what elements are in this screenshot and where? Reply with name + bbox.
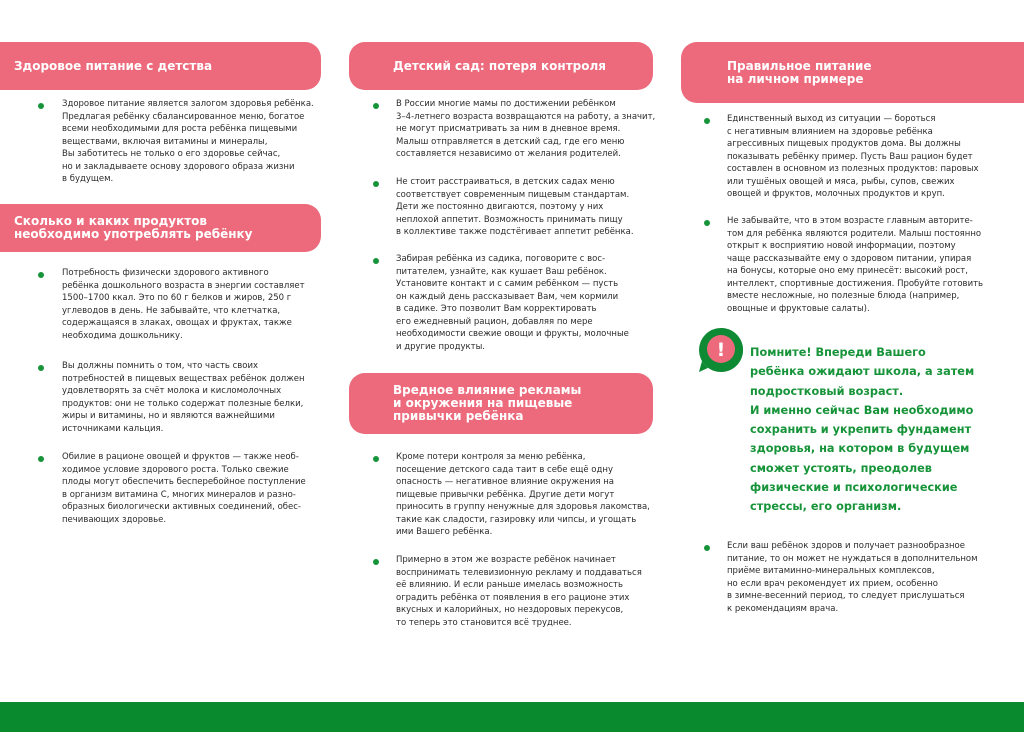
paragraph: Не стоит расстраиваться, в детских садах меню соответствует современным пищевым стандартам. Дети же постоянно двигаются, поэтому у них неплохой аппетит. Возможность принимать пищу в коллективе также подстёгивает аппетит ребёнка.	[396, 177, 634, 237]
footer-bar	[0, 702, 1024, 732]
paragraph: Вы должны помнить о том, что часть своих потребностей в пищевых веществах ребёнок должен удовлетворять за счёт молока и кисломолочных продуктов: они не только содержат полезные белки, жиры и витамины, но и являются важнейшими источниками кальция.	[62, 361, 305, 434]
paragraph: Единственный выход из ситуации — бороться с негативным влиянием на здоровье ребёнка агрессивных пищевых продуктов дома. Вы должны показывать ребёнку пример. Пусть Ваш рацион будет составлен в основном из полезных продуктов: паровых или тушёных овощей и мяса, рыбы, супов, свежих овощей и фруктов, молочных продуктов и круп.	[727, 114, 979, 199]
header-text: Здоровое питание с детства	[14, 58, 213, 73]
paragraph: Здоровое питание является залогом здоровья ребёнка. Предлагая ребёнку сбалансированное меню, богатое всеми необходимыми для роста ребёнка пищевыми веществами, включая витамины и минералы, Вы заботитесь не только о его здоровье сейчас, но и закладываете основу здорового образа жизни в будущем.	[62, 99, 314, 184]
paragraph: Обилие в рационе овощей и фруктов — также необ- ходимое условие здорового роста. Только свежие плоды могут обеспечить бесперебойное поступление в организм витамина С, многих минералов и разно- образных биологически активных соединений, обес- печивающих здоровье.	[62, 452, 306, 525]
bullet-icon	[38, 103, 44, 109]
paragraph: Потребность физически здорового активного ребёнка дошкольного возраста в энергии составляет 1500–1700 ккал. Это по 60 г белков и жиров, 250 г углеводов в день. Не забывайте, что клетчатка, содержащаяся в злаках, овощах и фруктах, также необходима дошкольнику.	[62, 268, 305, 341]
paragraph: Если ваш ребёнок здоров и получает разнообразное питание, то он может не нуждаться в дополнительном приёме витаминно-минеральных комплексов, но если врач рекомендует их прием, особенно в зимне-весенний период, то следует прислушаться к рекомендациям врача.	[727, 541, 978, 614]
bullet-icon	[373, 181, 379, 187]
bullet-icon	[704, 220, 710, 226]
bullet-icon	[38, 456, 44, 462]
exclamation-speech-bubble-icon	[697, 326, 745, 374]
bullet-icon	[704, 118, 710, 124]
bullet-icon	[373, 559, 379, 565]
bullet-icon	[38, 272, 44, 278]
bullet-icon	[373, 456, 379, 462]
paragraph: Не забывайте, что в этом возрасте главным авторите- том для ребёнка являются родители. Малыш постоянно открыт к восприятию новой информации, поэтому чаще рассказывайте ему о здоровом питании, упирая на бонусы, которые оно ему принесёт: высокий рост, интеллект, спортивные достижения. Пробуйте готовить вместе несложные, но полезные блюда (например, овощные и фруктовые салаты).	[727, 216, 984, 314]
header-text: Детский сад: потеря контроля	[393, 58, 606, 73]
paragraph: Кроме потери контроля за меню ребёнка, посещение детского сада таит в себе ещё одну опасность — негативное влияние окружения на пищевые привычки ребёнка. Другие дети могут приносить в группу ненужные для здоровья лакомства, такие как сладости, газировку или чипсы, и угощать ими Вашего ребёнка.	[396, 452, 650, 537]
header-text: Вредное влияние рекламы и окружения на пищевые привычки ребёнка	[393, 383, 582, 423]
header-text: Правильное питание на личном примере	[727, 58, 872, 86]
header-healthy-nutrition	[0, 42, 321, 90]
bullet-icon	[373, 103, 379, 109]
header-advertising-influence	[349, 373, 653, 434]
bullet-icon	[373, 258, 379, 264]
bullet-icon	[38, 365, 44, 371]
header-how-much-food	[0, 204, 321, 252]
paragraph: Примерно в этом же возрасте ребёнок начинает воспринимать телевизионную рекламу и поддаваться её влиянию. И если раньше имелась возможность оградить ребёнка от появления в его рационе этих вкусных и калорийных, но нездоровых перекусов, то теперь это становится всё труднее.	[396, 555, 642, 628]
svg-text:!: !	[716, 339, 726, 361]
reminder-callout: Помните! Впереди Вашего ребёнка ожидают школа, а затем подростковый возраст. И именно сейчас Вам необходимо сохранить и укрепить фундамент здоровья, на котором в будущем сможет устоять, преодолев физические и психологические стрессы, его организм.	[750, 346, 975, 514]
header-kindergarten	[349, 42, 653, 90]
bullet-icon	[704, 545, 710, 551]
header-personal-example	[681, 42, 1024, 103]
header-text: Сколько и каких продуктов необходимо употреблять ребёнку	[14, 214, 253, 241]
paragraph: В России многие мамы по достижении ребёнком 3–4-летнего возраста возвращаются на работу, а значит, не могут присматривать за ним в дневное время. Малыш отправляется в детский сад, где его меню составляется независимо от желания родителей.	[396, 99, 656, 159]
paragraph: Забирая ребёнка из садика, поговорите с вос- питателем, узнайте, как кушает Ваш ребёнок. Установите контакт и с самим ребёнком — пусть он каждый день рассказывает Вам, чем кормили в садике. Это позволит Вам корректировать его ежедневный рацион, добавляя по мере необходимости свежие овощи и фрукты, молочные и другие продукты.	[396, 254, 629, 352]
